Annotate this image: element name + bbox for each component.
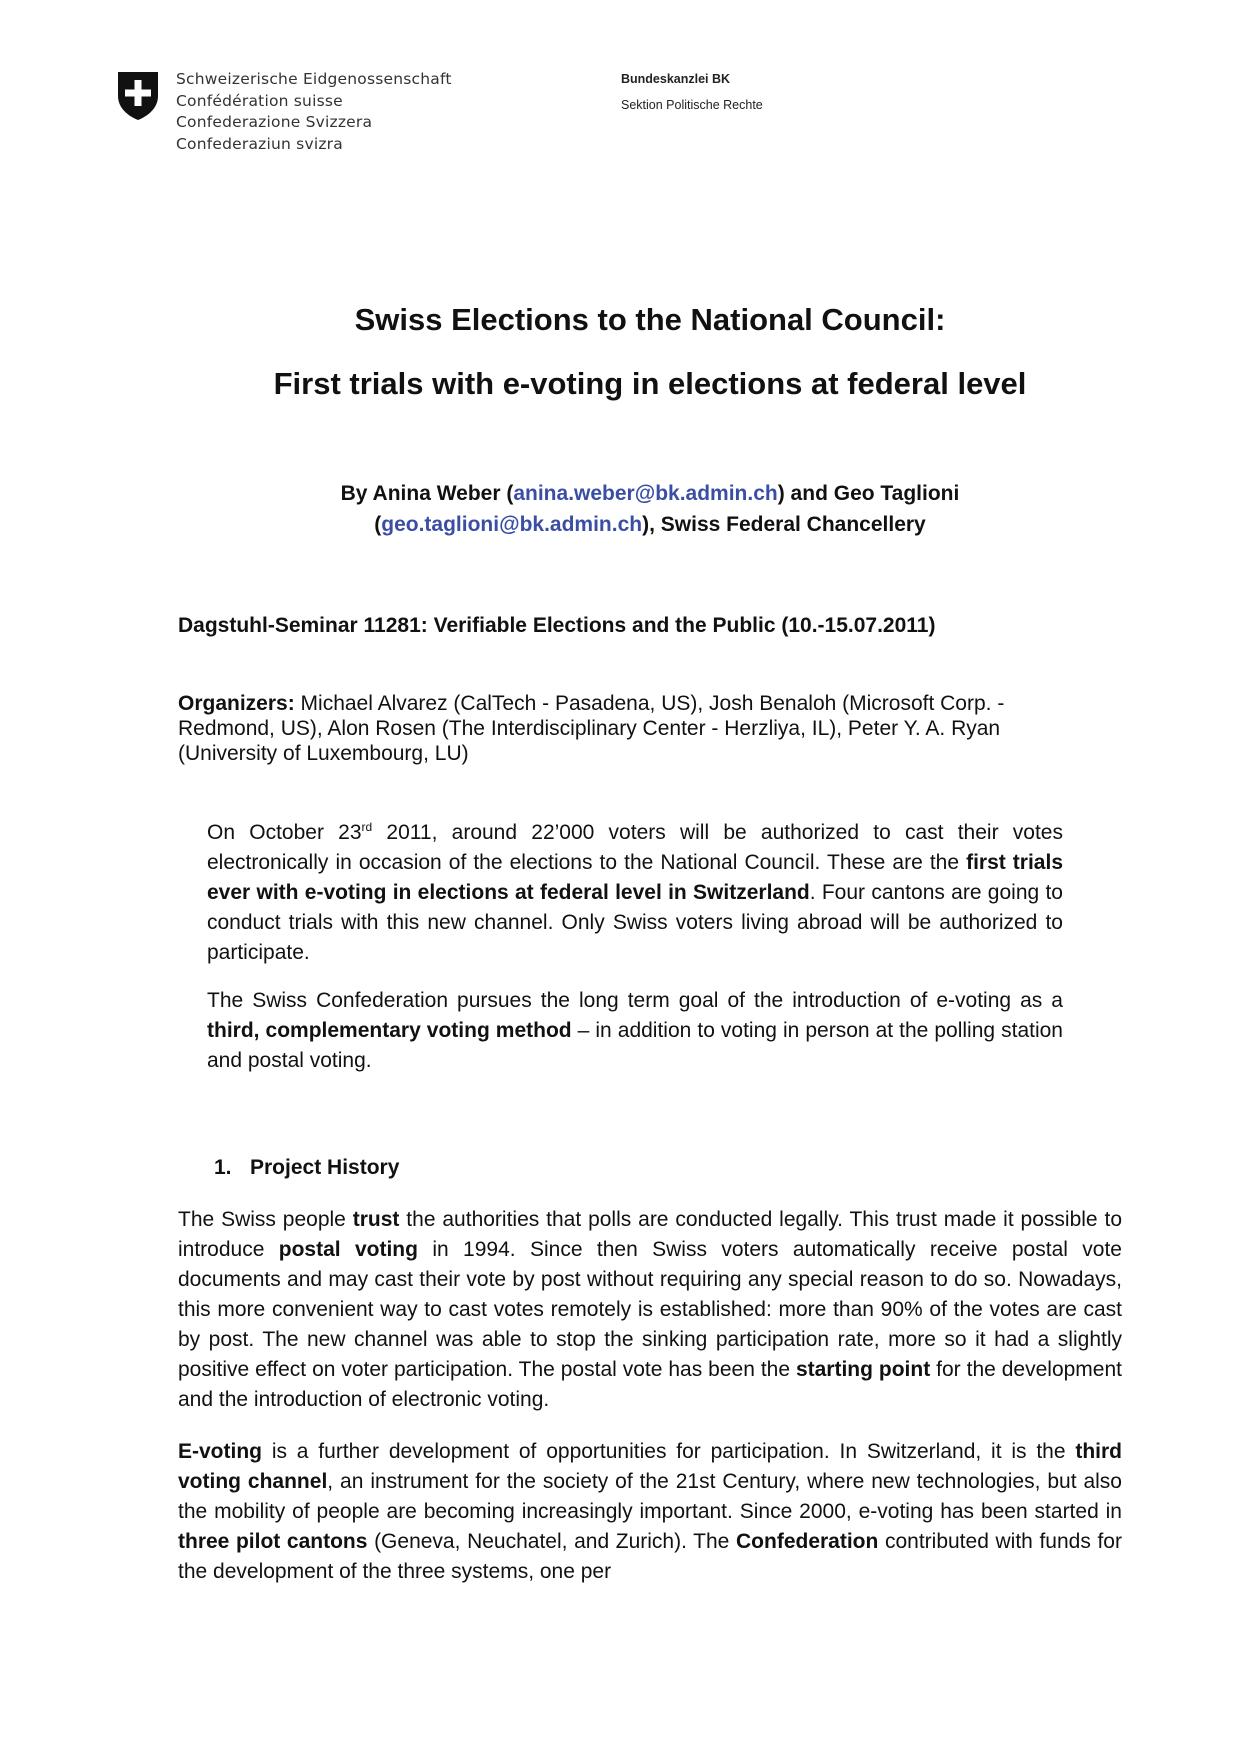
text: is a further development of opportunities for participation. In Switzerland, it is the	[262, 1440, 1076, 1463]
authors-affiliation: ), Swiss Federal Chancellery	[642, 513, 926, 536]
body-text	[178, 1205, 1122, 1609]
text: the authorities that polls are conducted legally. This trust made it possible to introduce	[178, 1208, 1123, 1261]
organizers-paragraph	[178, 691, 1084, 766]
chancellery-block	[621, 72, 763, 112]
chancellery-section: Sektion Politische Rechte	[621, 98, 763, 112]
section-title: Project History	[250, 1156, 400, 1179]
swiss-coat-of-arms-icon	[116, 70, 160, 122]
body-paragraph-2	[178, 1437, 1122, 1587]
emphasis: third voting channel	[178, 1440, 1122, 1493]
text: for the development and the introduction of electronic voting.	[178, 1358, 1122, 1411]
federation-name-de: Schweizerische Eidgenossenschaft	[176, 70, 452, 88]
text: , an instrument for the society of the 21st Century, where new technologies, but also the mobility of people are becoming increasingly important. Since 2000, e-voting has been started in	[178, 1470, 1122, 1523]
emphasis: trust	[352, 1208, 400, 1231]
ordinal-suffix: rd	[361, 820, 373, 834]
organizers-text: Michael Alvarez (CalTech - Pasadena, US), Josh Benaloh (Microsoft Corp. - Redmond, US), Alon Rosen (The Interdisciplinary Center - Herzliya, IL), Peter Y. A. Ryan (University of Luxembourg, LU)	[178, 692, 1005, 765]
document-title-line-1: Swiss Elections to the National Council:	[354, 302, 946, 337]
document-title-line-2: First trials with e-voting in elections at federal level	[273, 366, 1027, 401]
authors-and: ) and Geo Taglioni	[777, 482, 960, 505]
chancellery-unit: Bundeskanzlei BK	[621, 72, 731, 86]
federation-names	[176, 69, 452, 155]
emphasis: E-voting	[178, 1440, 262, 1463]
abstract	[207, 818, 1063, 1094]
section-number: 1.	[214, 1156, 232, 1179]
organizers-label: Organizers:	[178, 692, 295, 715]
text: – in addition to voting in person at the polling station and postal voting.	[207, 1019, 1063, 1072]
abstract-paragraph-2	[207, 986, 1063, 1076]
text: in 1994. Since then Swiss voters automatically receive postal vote documents and may cast their vote by post without requiring any special reason to do so. Nowadays, this more convenient way to cast votes remotely is established: more than 90% of the votes are cast by post. The new channel was able to stop the sinking participation rate, more so it had a slightly positive effect on voter participation. The postal vote has been the	[178, 1238, 1122, 1381]
text: (Geneva, Neuchatel, and Zurich). The	[367, 1530, 736, 1553]
email-link-taglioni[interactable]: geo.taglioni@bk.admin.ch	[381, 513, 643, 536]
text: . Four cantons are going to conduct trials with this new channel. Only Swiss voters living abroad will be authorized to participate.	[207, 881, 1063, 964]
emphasis: three pilot cantons	[178, 1530, 368, 1553]
body-paragraph-1	[178, 1205, 1122, 1415]
federation-name-fr: Confédération suisse	[176, 91, 343, 110]
text: 2011, around 22’000 voters will be authorized to cast their votes electronically in occasion of the elections to the National Council. These are the	[207, 821, 1063, 874]
authors-block	[0, 478, 1241, 540]
authors-by: By Anina Weber (	[340, 482, 514, 505]
federation-name-it: Confederazione Svizzera	[176, 113, 373, 131]
authors-open-paren: (	[374, 513, 382, 536]
text: The Swiss Confederation pursues the long term goal of the introduction of e-voting as a	[207, 989, 1063, 1012]
emphasis: Confederation	[736, 1530, 879, 1553]
abstract-paragraph-1	[207, 818, 1063, 968]
emphasis: third, complementary voting method	[207, 1019, 572, 1042]
text: On October 23	[207, 821, 362, 844]
federation-name-rm: Confederaziun svizra	[176, 134, 343, 153]
text: The Swiss people	[178, 1208, 353, 1231]
seminar-heading: Dagstuhl-Seminar 11281: Verifiable Elections and the Public (10.-15.07.2011)	[178, 614, 936, 637]
email-link-weber[interactable]: anina.weber@bk.admin.ch	[513, 482, 778, 505]
emphasis: first trials ever with e-voting in elections at federal level in Switzerland	[207, 851, 1063, 904]
text: contributed with funds for the development of the three systems, one per	[178, 1530, 1122, 1583]
emphasis: starting point	[795, 1358, 931, 1381]
emphasis: postal voting	[278, 1238, 418, 1261]
section-heading-project-history	[214, 1156, 399, 1180]
